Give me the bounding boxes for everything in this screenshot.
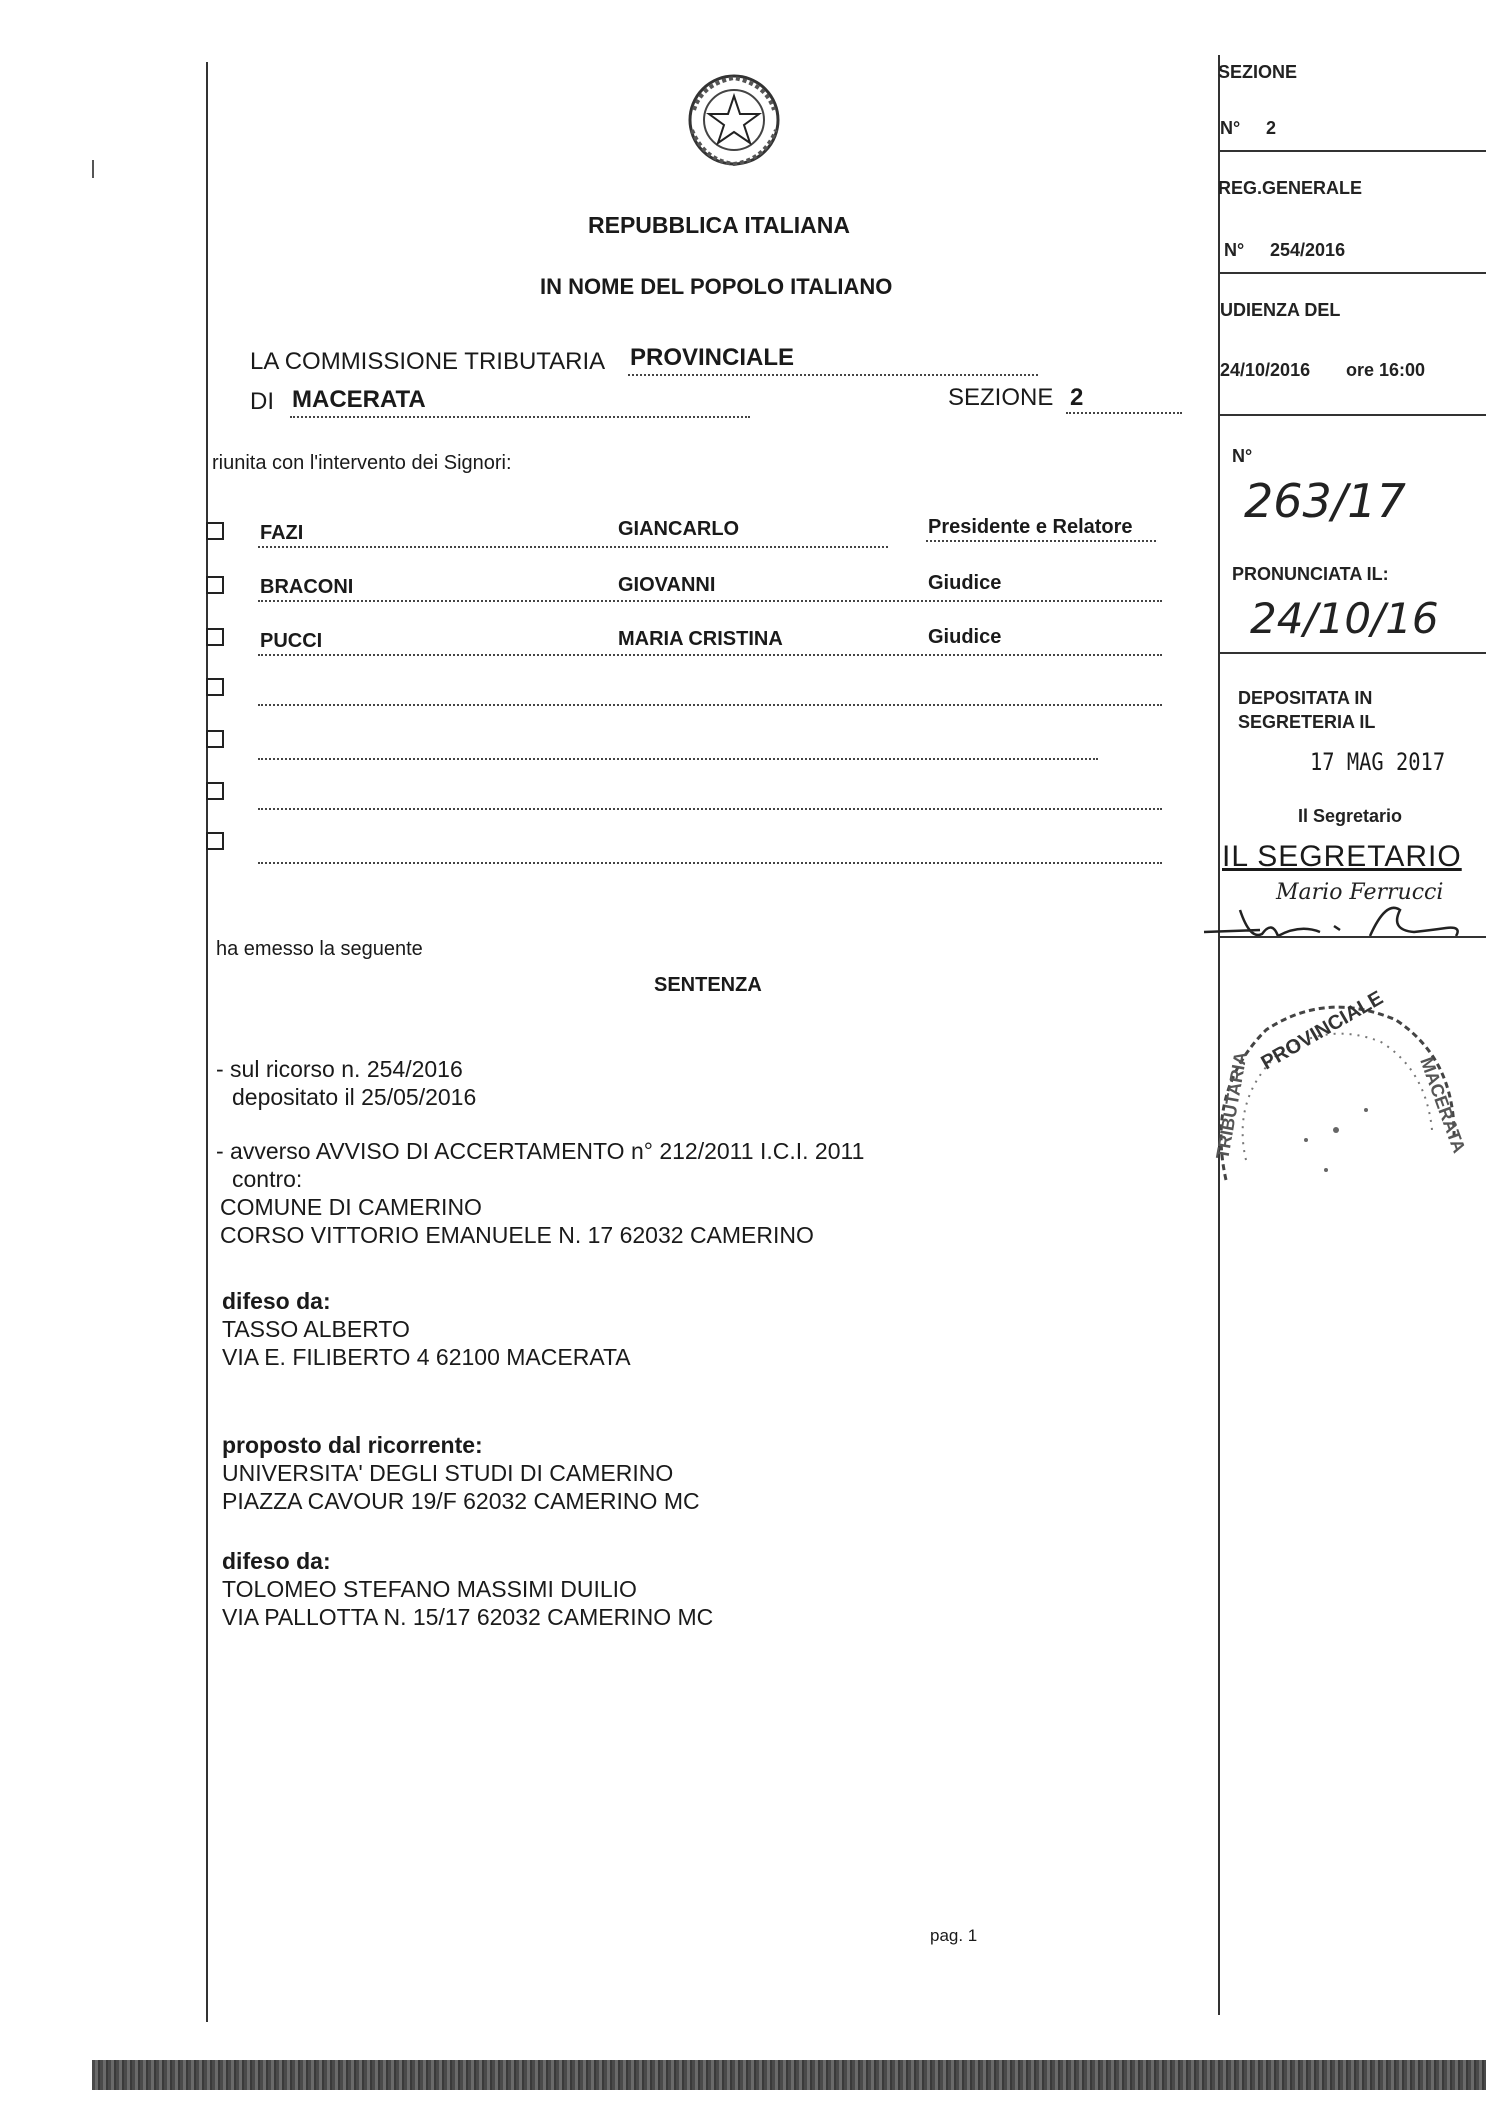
member-dotted-line [258,654,1162,656]
sentenza-title: SENTENZA [654,974,762,996]
member-dotted-line [258,808,1162,810]
member-checkbox[interactable] [206,522,224,540]
difeso-label: difeso da: [222,1288,331,1314]
difeso-line: TOLOMEO STEFANO MASSIMI DUILIO [222,1576,637,1602]
court-seal-icon [1206,986,1470,1220]
page-number: pag. 1 [930,1926,978,1945]
sidebar-udienza-label: UDIENZA DEL [1220,300,1341,320]
ricorso-line: depositato il 25/05/2016 [232,1084,477,1110]
sidebar-n-label: N° [1220,118,1241,138]
margin-punch-mark [92,160,94,178]
scan-bottom-edge [92,2060,1486,2090]
signature-icon [1200,890,1470,950]
riunita-text: riunita con l'intervento dei Signori: [212,452,512,474]
commissione-label: LA COMMISSIONE TRIBUTARIA [250,348,606,375]
emesso-text: ha emesso la seguente [216,938,423,960]
svg-text:TRIBUTARIA: TRIBUTARIA [1212,1050,1251,1161]
sidebar-sezione-value: 2 [1266,118,1277,138]
difeso-label: difeso da: [222,1548,331,1574]
commissione-dotted-line [628,374,1038,376]
sezione-value: 2 [1070,384,1084,411]
left-margin-line [206,62,208,2022]
member-surname: BRACONI [260,576,354,598]
member-name: GIOVANNI [618,574,716,596]
member-checkbox[interactable] [206,832,224,850]
member-checkbox[interactable] [206,678,224,696]
sidebar-segretario-stamp: IL SEGRETARIO [1222,840,1462,873]
avverso-line: - avverso AVVISO DI ACCERTAMENTO n° 212/2011 I.C.I. 2011 [216,1138,865,1164]
sidebar-segretario-name: Mario Ferrucci [1276,880,1444,905]
sidebar-reg-n-label: N° [1224,240,1245,260]
sidebar-divider [1218,414,1486,416]
sidebar-reg-label: REG.GENERALE [1218,178,1363,198]
sidebar-divider [1218,936,1486,938]
di-value: MACERATA [292,386,426,413]
member-role: Presidente e Relatore [928,516,1133,538]
member-role: Giudice [928,572,1002,594]
republic-title: REPUBBLICA ITALIANA [588,212,850,238]
member-dotted-line [258,758,1098,760]
member-role: Giudice [928,626,1002,648]
proposto-line: UNIVERSITA' DEGLI STUDI DI CAMERINO [222,1460,674,1486]
difeso-line: VIA E. FILIBERTO 4 62100 MACERATA [222,1344,631,1370]
member-dotted-line [258,704,1162,706]
sidebar-segretario-label: Il Segretario [1298,806,1403,826]
member-name: MARIA CRISTINA [618,628,783,650]
sidebar-num-handwritten: 263/17 [1244,474,1406,528]
member-dotted-line [258,600,1162,602]
avverso-line: contro: [232,1166,303,1192]
sidebar-num-label: N° [1232,446,1253,466]
proposto-line: PIAZZA CAVOUR 19/F 62032 CAMERINO MC [222,1488,700,1514]
svg-text:PROVINCIALE: PROVINCIALE [1257,986,1387,1075]
member-dotted-line [258,546,888,548]
difeso-line: TASSO ALBERTO [222,1316,410,1342]
member-dotted-line [926,540,1156,542]
sidebar-sezione-label: SEZIONE [1218,62,1298,82]
in-nome-title: IN NOME DEL POPOLO ITALIANO [540,274,893,299]
proposto-label: proposto dal ricorrente: [222,1432,483,1458]
republic-emblem [684,70,784,170]
sidebar-divider [1218,652,1486,654]
sidebar-depositata-line: DEPOSITATA IN [1238,688,1373,708]
member-checkbox[interactable] [206,576,224,594]
avverso-line: COMUNE DI CAMERINO [220,1194,482,1220]
difeso-line: VIA PALLOTTA N. 15/17 62032 CAMERINO MC [222,1604,714,1630]
di-label: DI [250,388,274,415]
sidebar-pronunciata-label: PRONUNCIATA IL: [1232,564,1389,584]
member-dotted-line [258,862,1162,864]
svg-text:MACERATA: MACERATA [1416,1054,1470,1156]
member-checkbox[interactable] [206,782,224,800]
avverso-line: CORSO VITTORIO EMANUELE N. 17 62032 CAMERINO [220,1222,814,1248]
commissione-value: PROVINCIALE [630,344,795,371]
member-checkbox[interactable] [206,730,224,748]
member-name: GIANCARLO [618,518,740,540]
ricorso-line: - sul ricorso n. 254/2016 [216,1056,463,1082]
sidebar-udienza-date: 24/10/2016 [1220,360,1311,380]
sidebar-divider [1218,272,1486,274]
member-checkbox[interactable] [206,628,224,646]
sidebar-divider [1218,150,1486,152]
sidebar-reg-number: 254/2016 [1270,240,1346,260]
sidebar-depositata-line: SEGRETERIA IL [1238,712,1376,732]
di-dotted-line [290,416,750,418]
sezione-dotted-line [1066,412,1182,414]
sezione-label: SEZIONE [948,384,1054,411]
member-surname: PUCCI [260,630,323,652]
member-surname: FAZI [260,522,304,544]
sidebar-pronunciata-handwritten: 24/10/16 [1250,594,1439,643]
sidebar-depositata-stamp: 17 MAG 2017 [1310,748,1446,776]
sidebar-udienza-ora: ore 16:00 [1346,360,1426,380]
